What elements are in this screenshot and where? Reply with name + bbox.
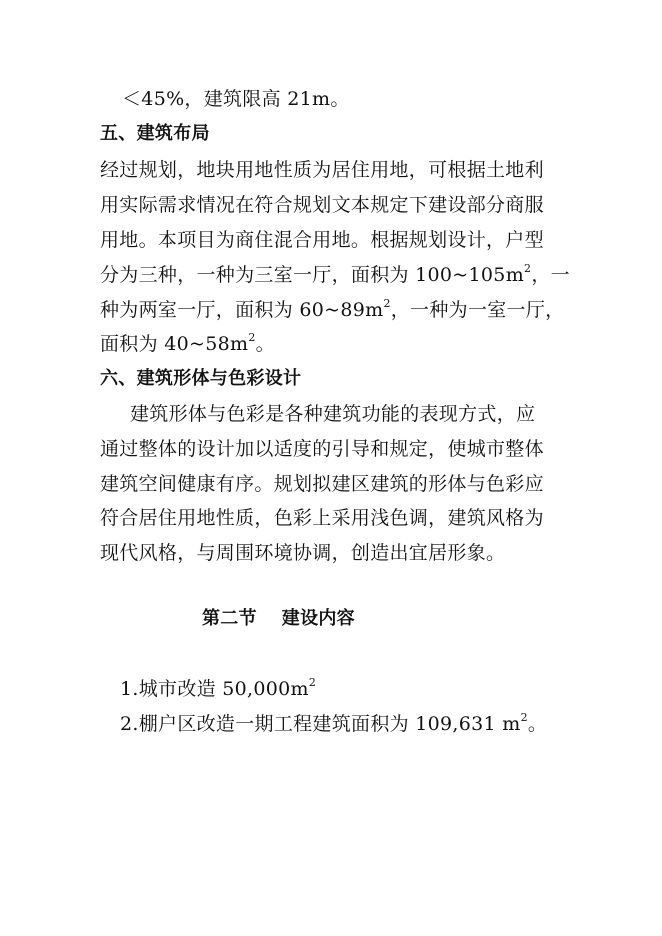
section5-line-4: [100, 262, 570, 288]
section5-line-1: 经过规划，地块用地性质为居住用地，可根据土地利: [100, 159, 544, 181]
section6-line-2: 通过整体的设计加以适度的引导和规定，使城市整体: [100, 438, 544, 460]
section6-line-1: 建筑形体与色彩是各种建筑功能的表现方式，应: [130, 403, 536, 425]
superscript-2: 2: [308, 675, 317, 689]
intro-line: ＜45%，建筑限高 21m。: [122, 88, 350, 110]
section5-line-4-text: 分为三种，一种为三室一厅，面积为 100~105m: [100, 264, 525, 286]
section6-line-3: 建筑空间健康有序。规划拟建区建筑的形体与色彩应: [100, 473, 544, 495]
section-title: 第二节 建设内容: [202, 608, 355, 629]
section5-line-3: 用地。本项目为商住混合用地。根据规划设计，户型: [100, 229, 544, 251]
list-item-1-text: 1.城市改造 50,000m: [120, 678, 309, 700]
section6-line-4: 符合居住用地性质，色彩上采用浅色调，建筑风格为: [100, 507, 544, 529]
section6-heading: 六、建筑形体与色彩设计: [100, 368, 302, 389]
section5-line-2: 用实际需求情况在符合规划文本规定下建设部分商服: [100, 194, 544, 216]
section5-line-5-text: 种为两室一厅，面积为 60~89m: [100, 299, 384, 321]
list-item-2-text: 2.棚户区改造一期工程建筑面积为 109,631 m: [120, 713, 521, 735]
section5-line-6: [100, 331, 275, 357]
section5-line-6-text: 面积为 40~58m: [100, 333, 249, 355]
section5-line-4-tail: ，一: [531, 264, 570, 286]
section5-line-6-tail: 。: [255, 333, 275, 355]
section5-line-5: [100, 297, 564, 323]
superscript-2: 2: [248, 330, 256, 344]
superscript-2: 2: [520, 710, 528, 724]
list-item-2: [120, 711, 547, 737]
superscript-2: 2: [383, 296, 391, 310]
list-item-2-tail: 。: [527, 713, 548, 735]
superscript-2: 2: [524, 261, 532, 275]
section6-line-5: 现代风格，与周围环境协调，创造出宜居形象。: [100, 542, 506, 564]
section5-line-5-tail: ，一种为一室一厅，: [390, 299, 565, 321]
section5-heading: 五、建筑布局: [100, 123, 210, 144]
list-item-1: [120, 676, 316, 702]
